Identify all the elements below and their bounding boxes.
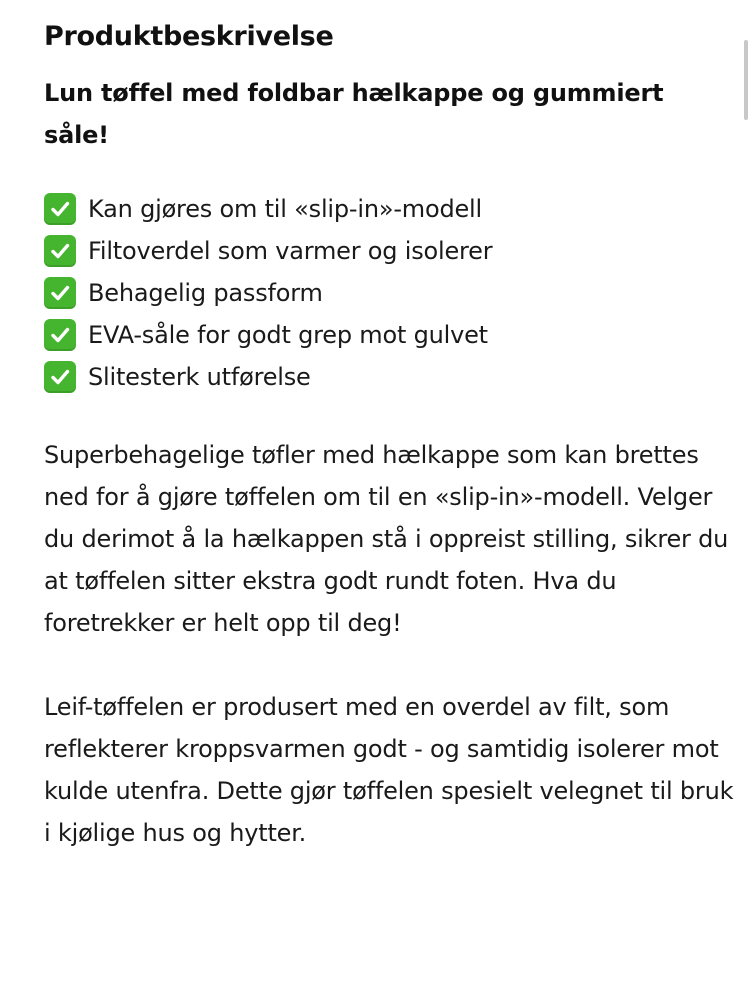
check-mark-button-icon <box>44 277 76 309</box>
feature-item <box>44 356 734 398</box>
check-mark-button-icon <box>44 319 76 351</box>
feature-list <box>44 188 734 398</box>
feature-item <box>44 188 734 230</box>
feature-item <box>44 230 734 272</box>
page-scrollbar[interactable] <box>744 40 748 120</box>
description-paragraph: Leif-tøffelen er produsert med en overdel av filt, som reflekterer kroppsvarmen godt - og samtidig isolerer mot kulde utenfra. Dette gjør tøffelen spesielt velegnet til bruk i kjølige hus og hytter. <box>44 693 734 847</box>
check-mark-button-icon <box>44 361 76 393</box>
feature-label: Behagelig passform <box>88 279 323 307</box>
feature-item <box>44 272 734 314</box>
feature-label: Kan gjøres om til «slip-in»-modell <box>88 195 482 223</box>
section-title: Produktbeskrivelse <box>44 21 334 52</box>
check-mark-button-icon <box>44 235 76 267</box>
feature-label: Slitesterk utførelse <box>88 363 311 391</box>
product-description <box>44 18 734 896</box>
product-subtitle: Lun tøffel med foldbar hælkappe og gummiert såle! <box>44 79 664 149</box>
feature-label: EVA-såle for godt grep mot gulvet <box>88 321 488 349</box>
description-paragraph: Superbehagelige tøfler med hælkappe som kan brettes ned for å gjøre tøffelen om til en «slip-in»-modell. Velger du derimot å la hælkappen stå i oppreist stilling, sikrer du at tøffelen sitter ekstra godt rundt foten. Hva du foretrekker er helt opp til deg! <box>44 441 729 637</box>
feature-label: Filtoverdel som varmer og isolerer <box>88 237 493 265</box>
check-mark-button-icon <box>44 193 76 225</box>
feature-item <box>44 314 734 356</box>
